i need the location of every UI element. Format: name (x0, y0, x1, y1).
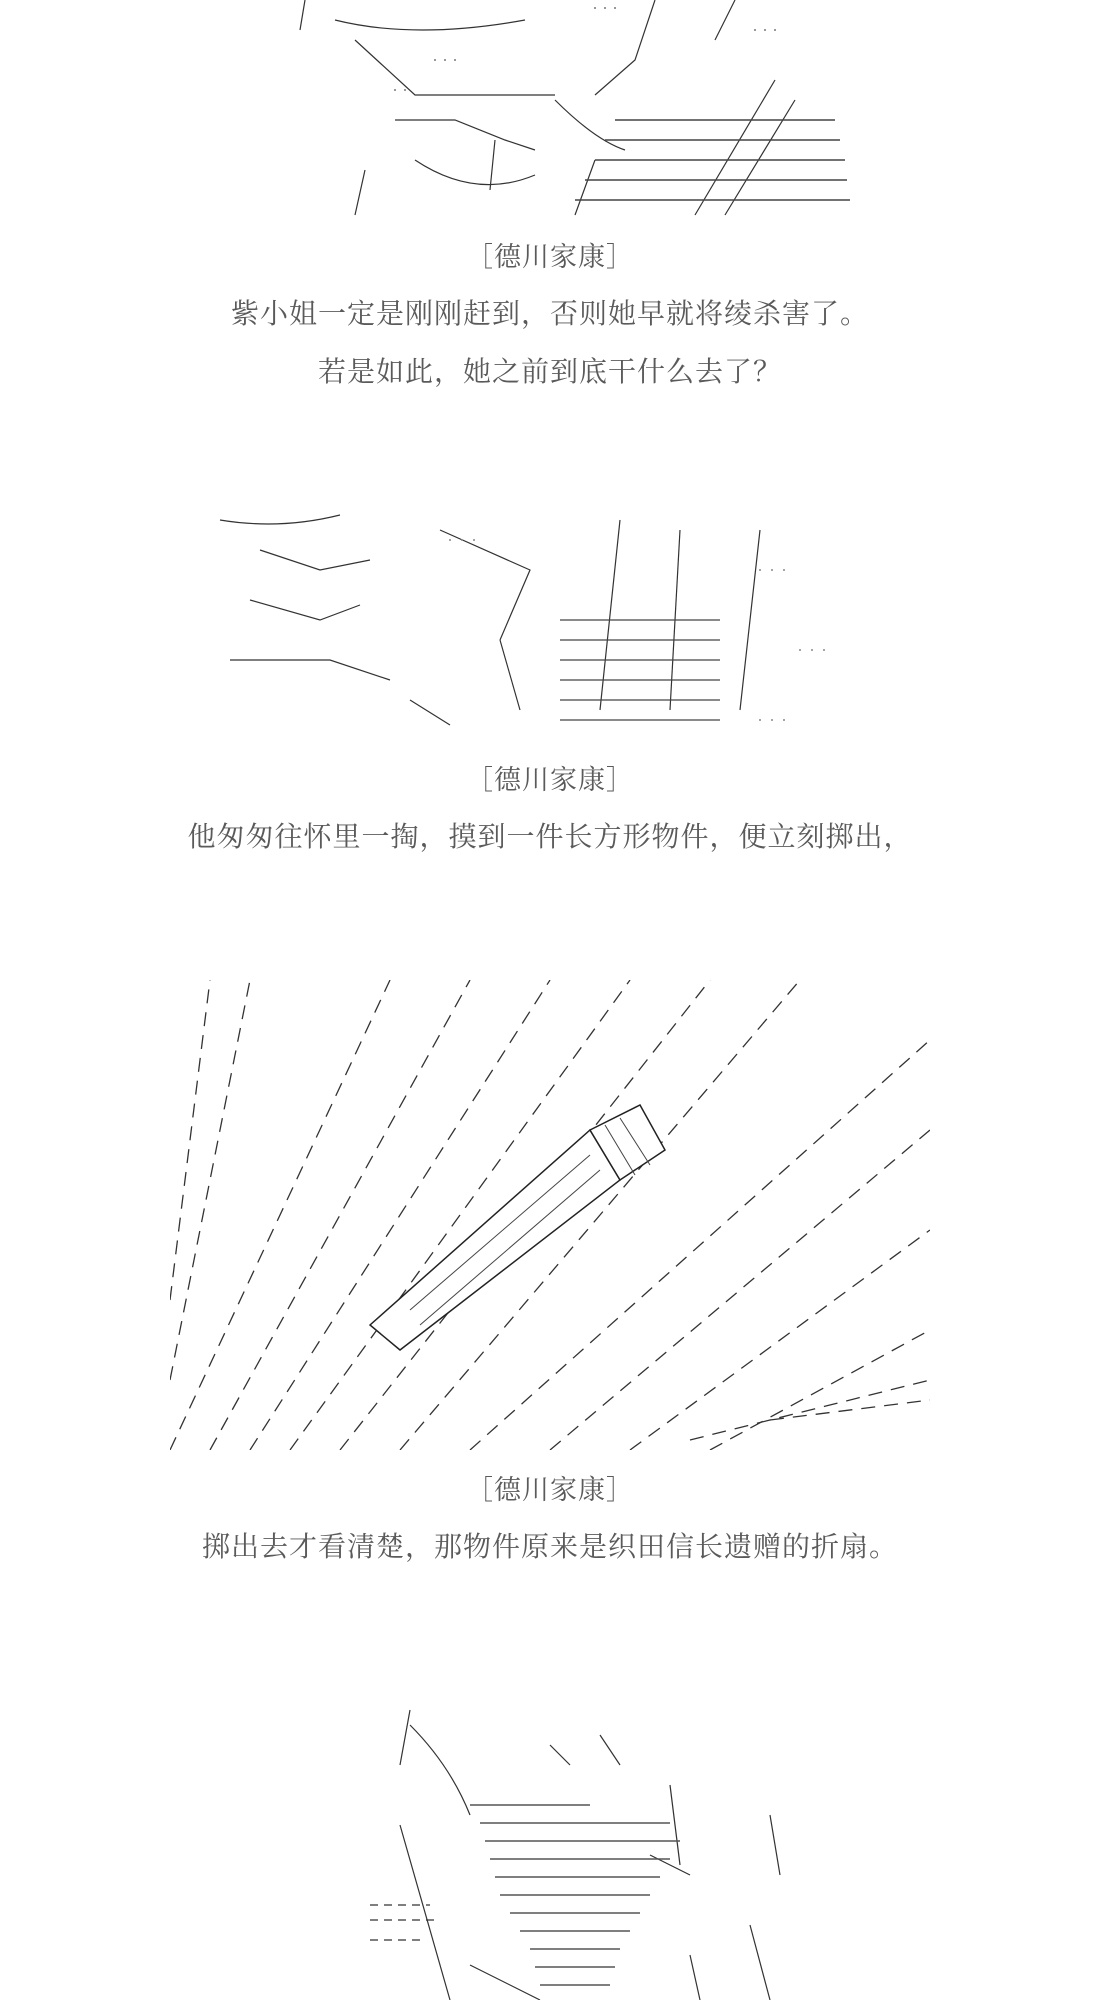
dialogue-line: 掷出去才看清楚，那物件原来是织田信长遗赠的折扇。 (201, 1530, 898, 1563)
speaker-label: ［德川家康］ (466, 765, 634, 796)
dialogue-line: 若是如此，她之前到底干什么去了？ (317, 355, 782, 388)
ascii-art-figure-2 (200, 510, 890, 735)
thrown-fan-illustration (170, 980, 930, 1450)
ascii-art-panel-2 (200, 510, 890, 735)
ascii-art-figure-4 (370, 1705, 820, 2000)
speaker-label: ［德川家康］ (466, 242, 634, 273)
ascii-art-figure-1 (295, 0, 855, 220)
ascii-art-panel-3 (170, 980, 930, 1450)
dialogue-line: 紫小姐一定是刚刚赶到，否则她早就将绫杀害了。 (230, 297, 869, 330)
ascii-art-panel-1 (295, 0, 855, 220)
speaker-label: ［德川家康］ (466, 1475, 634, 1506)
ascii-art-panel-4 (370, 1705, 820, 2000)
dialogue-line: 他匆匆往怀里一掏，摸到一件长方形物件，便立刻掷出， (187, 820, 913, 853)
